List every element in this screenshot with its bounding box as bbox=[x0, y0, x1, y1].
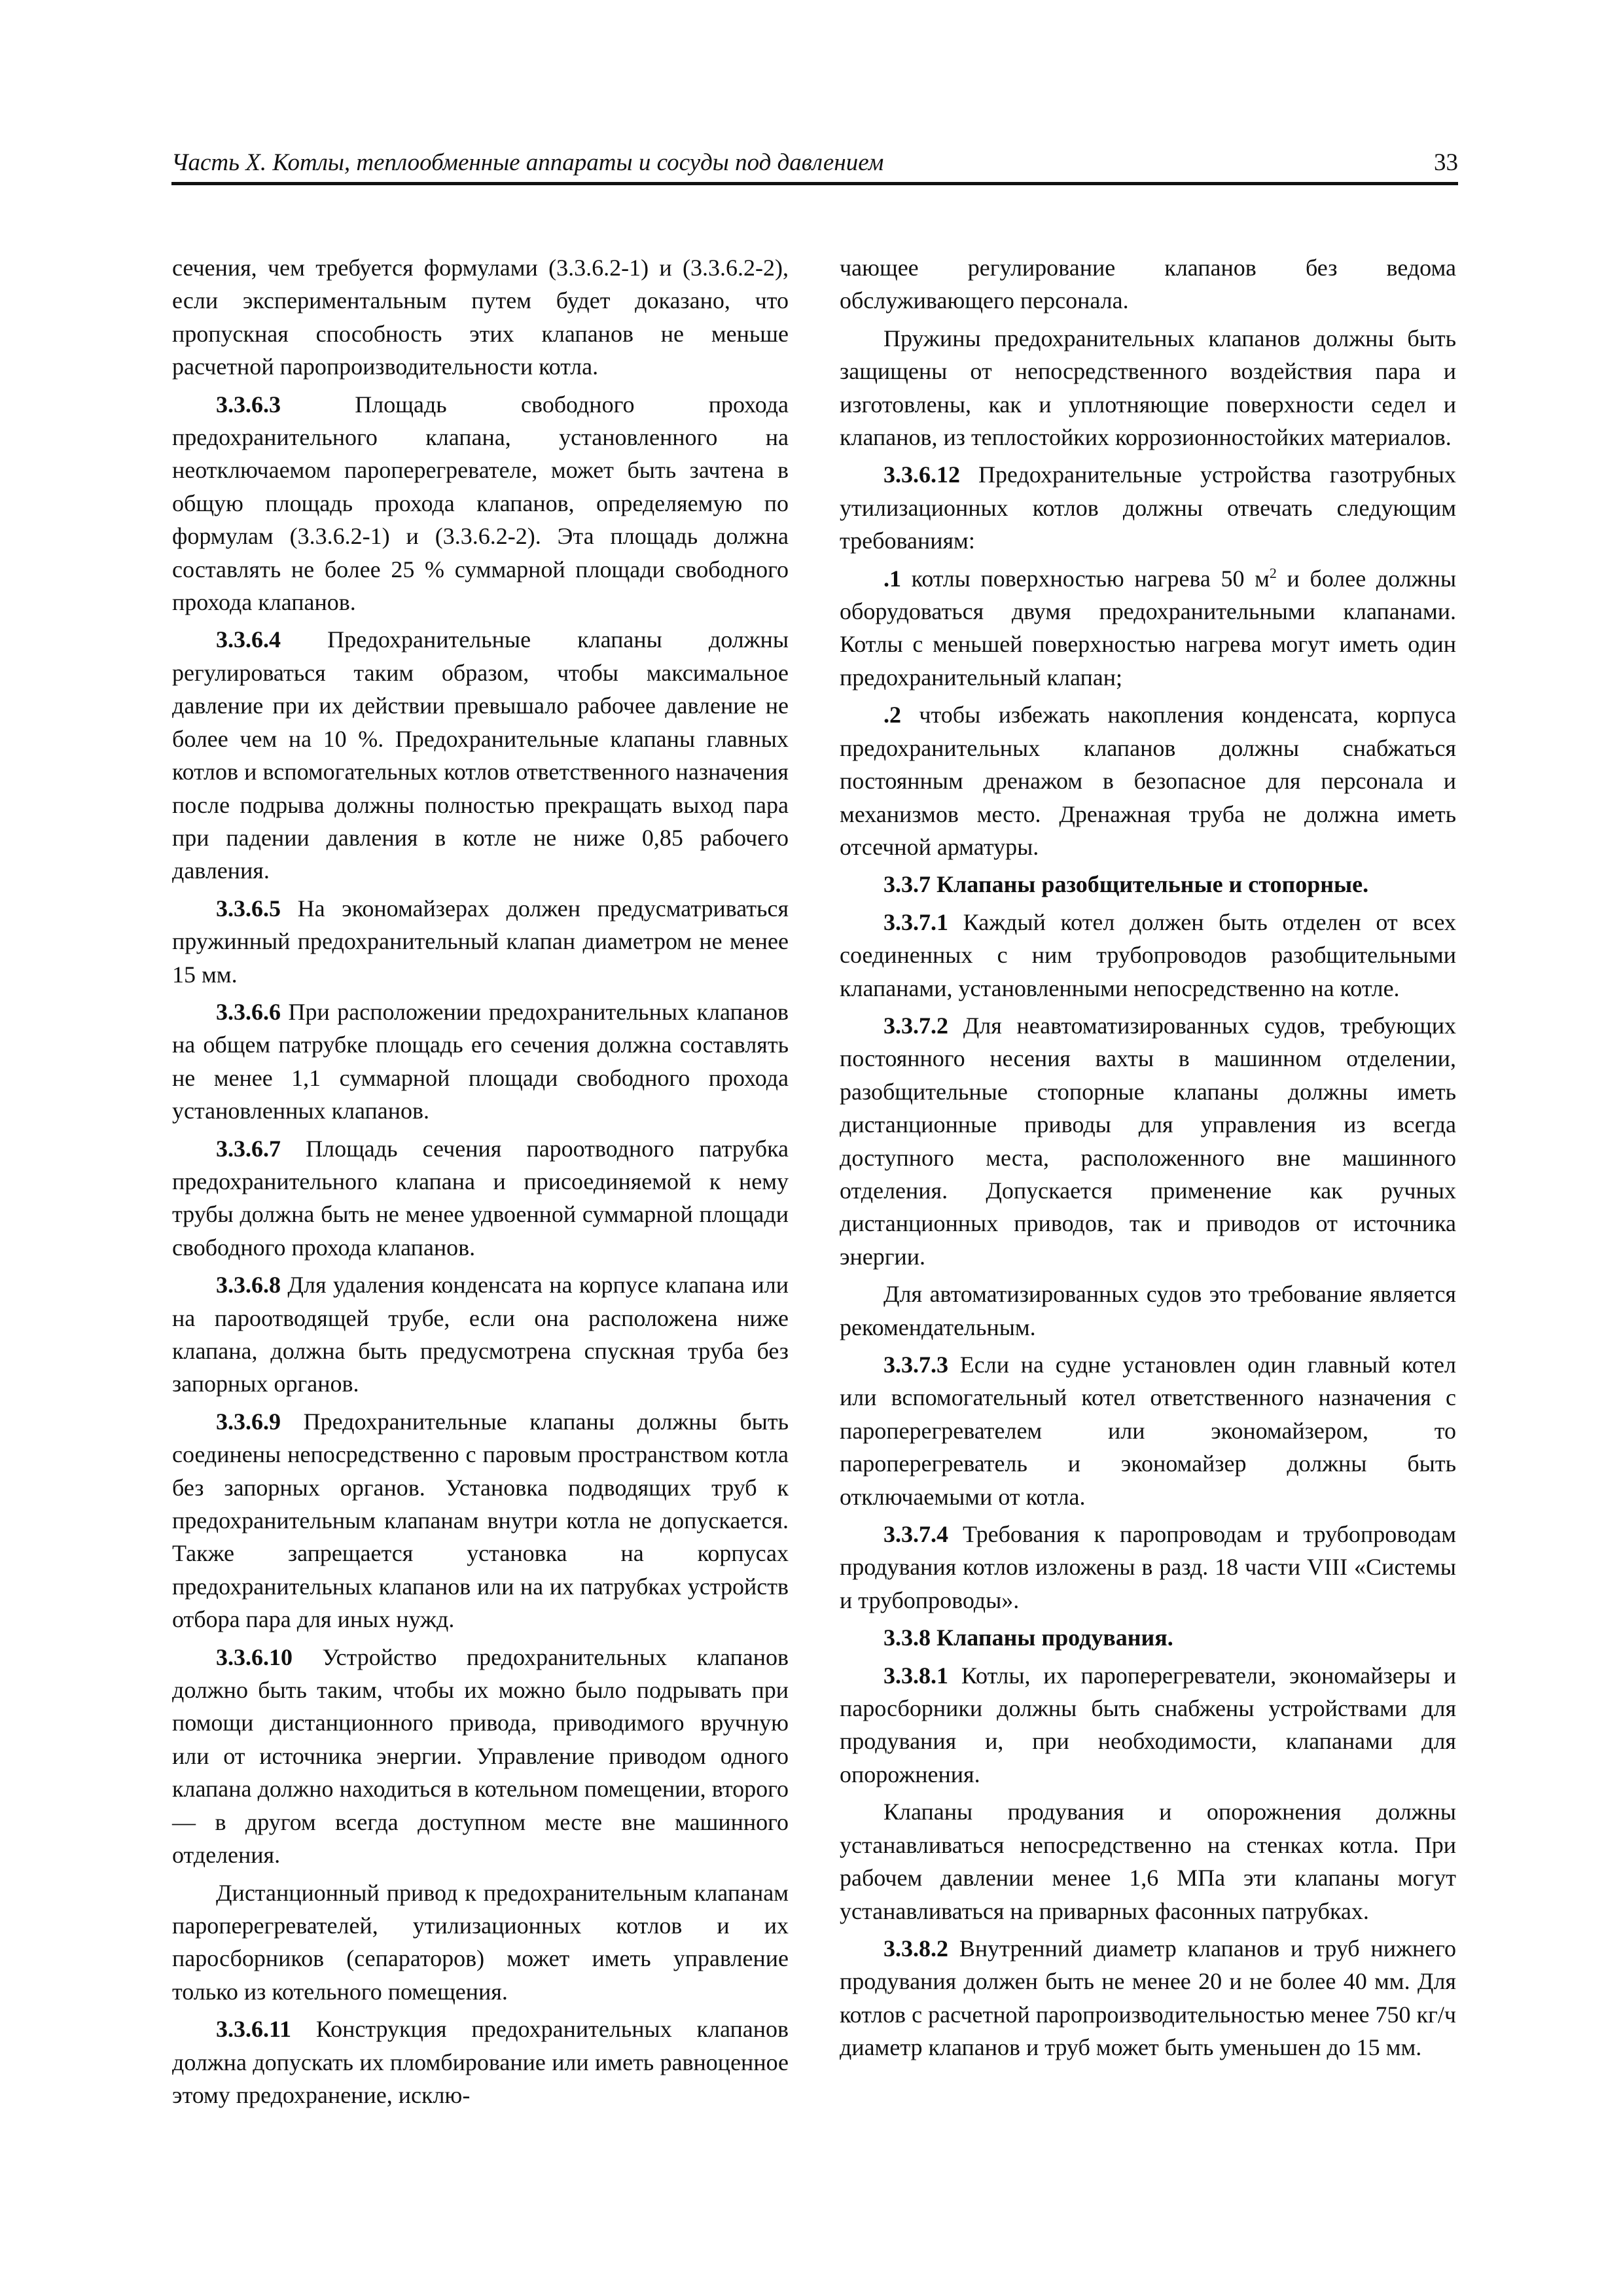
paragraph-3-3-8-1: 3.3.8.1 Котлы, их пароперегреватели, экономайзеры и паросборники должны быть снабжены устройствами для продувания и, при необходимости, клапанами для опорожнения. bbox=[840, 1662, 1456, 1787]
section-heading-3-3-8: 3.3.8 Клапаны продувания. bbox=[883, 1624, 1173, 1651]
clause-number: 3.3.6.8 bbox=[216, 1272, 281, 1299]
clause-number: 3.3.6.3 bbox=[216, 391, 281, 418]
item-number: .2 bbox=[883, 702, 901, 728]
clause-number: 3.3.6.7 bbox=[216, 1135, 281, 1162]
item-number: .1 bbox=[883, 565, 901, 592]
clause-number: 3.3.7.2 bbox=[883, 1012, 948, 1039]
clause-number: 3.3.6.5 bbox=[216, 895, 281, 922]
paragraph-3-3-7-2: 3.3.7.2 Для неавтоматизированных судов, требующих постоянного несения вахты в машинном отделении, разобщительные стопорные клапаны должны иметь дистанционные приводы для управления из всегда доступного места, расположенного вне машинного отделения. Допускается применение как ручных дистанционных приводов, так и приводов от источника энергии. bbox=[840, 1012, 1457, 1270]
section-heading-3-3-7: 3.3.7 Клапаны разобщительные и стопорные. bbox=[883, 871, 1369, 898]
clause-number: 3.3.8.2 bbox=[883, 1935, 948, 1962]
clause-number: 3.3.7.3 bbox=[883, 1352, 948, 1378]
paragraph-3-3-6-5: 3.3.6.5 На экономайзерах должен предусматриваться пружинный предохранительный клапан диаметром не менее 15 мм. bbox=[172, 895, 789, 988]
right-column bbox=[840, 251, 1456, 2069]
paragraph-3-3-7-3: 3.3.7.3 Если на судне установлен один главный котел или вспомогательный котел ответственного назначения с пароперегревателем или экономайзером, то пароперегреватель и экономайзер должны быть отключаемыми от котла. bbox=[840, 1352, 1456, 1510]
paragraph: Клапаны продувания и опорожнения должны устанавливаться непосредственно на стенках котла. При рабочем давлении менее 1,6 МПа эти клапаны могут устанавливаться на приварных фасонных патрубках. bbox=[840, 1799, 1456, 1924]
paragraph-3-3-6-4: 3.3.6.4 Предохранительные клапаны должны регулироваться таким образом, чтобы максимальное давление при их действии превышало рабочее давление не более чем на 10 %. Предохранительные клапаны главных котлов и вспомогательных котлов ответственного назначения после подрыва должны полностью прекращать выход пара при падении давления в котле не ниже 0,85 рабочего давления. bbox=[172, 626, 789, 884]
paragraph-3-3-6-3: 3.3.6.3 Площадь свободного прохода предохранительного клапана, установленного на неотключаемом пароперегревателе, может быть зачтена в общую площадь прохода клапанов, определяемую по формулам (3.3.6.2-1) и (3.3.6.2-2). Эта площадь должна составлять не более 25 % суммарной площади свободного прохода клапанов. bbox=[172, 391, 789, 616]
paragraph-3-3-7-4: 3.3.7.4 Требования к паропроводам и трубопроводам продувания котлов изложены в разд. 18 части VIII «Системы и трубопроводы». bbox=[840, 1521, 1456, 1613]
clause-number: 3.3.6.6 bbox=[216, 998, 281, 1025]
clause-number: 3.3.6.11 bbox=[216, 2016, 292, 2043]
running-header bbox=[171, 144, 1458, 185]
clause-number: 3.3.6.10 bbox=[216, 1643, 293, 1670]
paragraph-3-3-8-2: 3.3.8.2 Внутренний диаметр клапанов и труб нижнего продувания должен быть не менее 20 и не более 40 мм. Для котлов с расчетной паропроизводительностью менее 750 кг/ч диаметр клапанов и труб может быть уменьшен до 15 мм. bbox=[840, 1935, 1456, 2061]
paragraph-3-3-6-9: 3.3.6.9 Предохранительные клапаны должны быть соединены непосредственно с паровым пространством котла без запорных органов. Установка подводящих труб к предохранительным клапанам внутри котла не допускается. Также запрещается установка на корпусах предохранительных клапанов или на их патрубках устройств отбора пара для иных нужд. bbox=[172, 1408, 789, 1633]
paragraph-3-3-6-12: 3.3.6.12 Предохранительные устройства газотрубных утилизационных котлов должны отвечать следующим требованиям: bbox=[840, 461, 1456, 554]
paragraph: Дистанционный привод к предохранительным клапанам пароперегревателей, утилизационных котлов и их паросборников (сепараторов) может иметь управление только из котельного помещения. bbox=[172, 1879, 789, 2005]
paragraph-3-3-6-10: 3.3.6.10 Устройство предохранительных клапанов должно быть таким, чтобы их можно было подрывать при помощи дистанционного привода, приводимого вручную или от источника энергии. Управление приводом одного клапана должно находиться в котельном помещении, второго — в другом всегда доступном месте вне машинного отделения. bbox=[172, 1643, 789, 1869]
page-number: 33 bbox=[1434, 149, 1458, 176]
header-title: Часть X. Котлы, теплообменные аппараты и сосуды под давлением bbox=[171, 149, 884, 176]
paragraph: Для автоматизированных судов это требование является рекомендательным. bbox=[840, 1281, 1456, 1340]
paragraph: сечения, чем требуется формулами (3.3.6.2-1) и (3.3.6.2-2), если экспериментальным путем будет доказано, что пропускная способность этих клапанов не меньше расчетной паропроизводительности котла. bbox=[172, 255, 789, 380]
clause-number: 3.3.6.4 bbox=[216, 626, 281, 653]
clause-number: 3.3.8.1 bbox=[883, 1662, 948, 1689]
clause-number: 3.3.6.12 bbox=[883, 461, 960, 488]
left-column bbox=[172, 251, 789, 2116]
paragraph-3-3-6-11: 3.3.6.11 Конструкция предохранительных клапанов должна допускать их пломбирование или иметь равноценное этому предохранение, исклю- bbox=[172, 2016, 789, 2108]
clause-number: 3.3.7.4 bbox=[883, 1521, 948, 1548]
list-item-2: .2 чтобы избежать накопления конденсата, корпуса предохранительных клапанов должны снабжаться постоянным дренажом в безопасное для персонала и механизмов место. Дренажная труба не должна иметь отсечной арматуры. bbox=[840, 702, 1456, 860]
list-item-1: .1 котлы поверхностью нагрева 50 $м^2$ и более должны оборудоваться двумя предохранительными клапанами. Котлы с меньшей поверхностью нагрева могут иметь один предохранительный клапан; bbox=[840, 564, 1457, 691]
paragraph-3-3-6-6: 3.3.6.6 При расположении предохранительных клапанов на общем патрубке площадь его сечения должна составлять не менее 1,1 суммарной площади свободного прохода установленных клапанов. bbox=[172, 998, 789, 1124]
paragraph: Пружины предохранительных клапанов должны быть защищены от непосредственного воздействия пара и изготовлены, как и уплотняющие поверхности седел и клапанов, из теплостойких коррозионностойких материалов. bbox=[840, 325, 1456, 451]
paragraph: чающее регулирование клапанов без ведома обслуживающего персонала. bbox=[840, 255, 1456, 314]
paragraph-3-3-7-1: 3.3.7.1 Каждый котел должен быть отделен от всех соединенных с ним трубопроводов разобщительными клапанами, установленными непосредственно на котле. bbox=[840, 908, 1457, 1001]
paragraph-3-3-6-8: 3.3.6.8 Для удаления конденсата на корпусе клапана или на пароотводящей трубе, если она расположена ниже клапана, должна быть предусмотрена спускная труба без запорных органов. bbox=[172, 1272, 789, 1397]
superscript: 2 bbox=[1269, 564, 1277, 581]
clause-number: 3.3.7.1 bbox=[883, 908, 948, 935]
clause-number: 3.3.6.9 bbox=[216, 1408, 281, 1435]
paragraph-3-3-6-7: 3.3.6.7 Площадь сечения пароотводного патрубка предохранительного клапана и присоединяемой к нему трубы должна быть не менее удвоенной суммарной площади свободного прохода клапанов. bbox=[172, 1135, 789, 1261]
